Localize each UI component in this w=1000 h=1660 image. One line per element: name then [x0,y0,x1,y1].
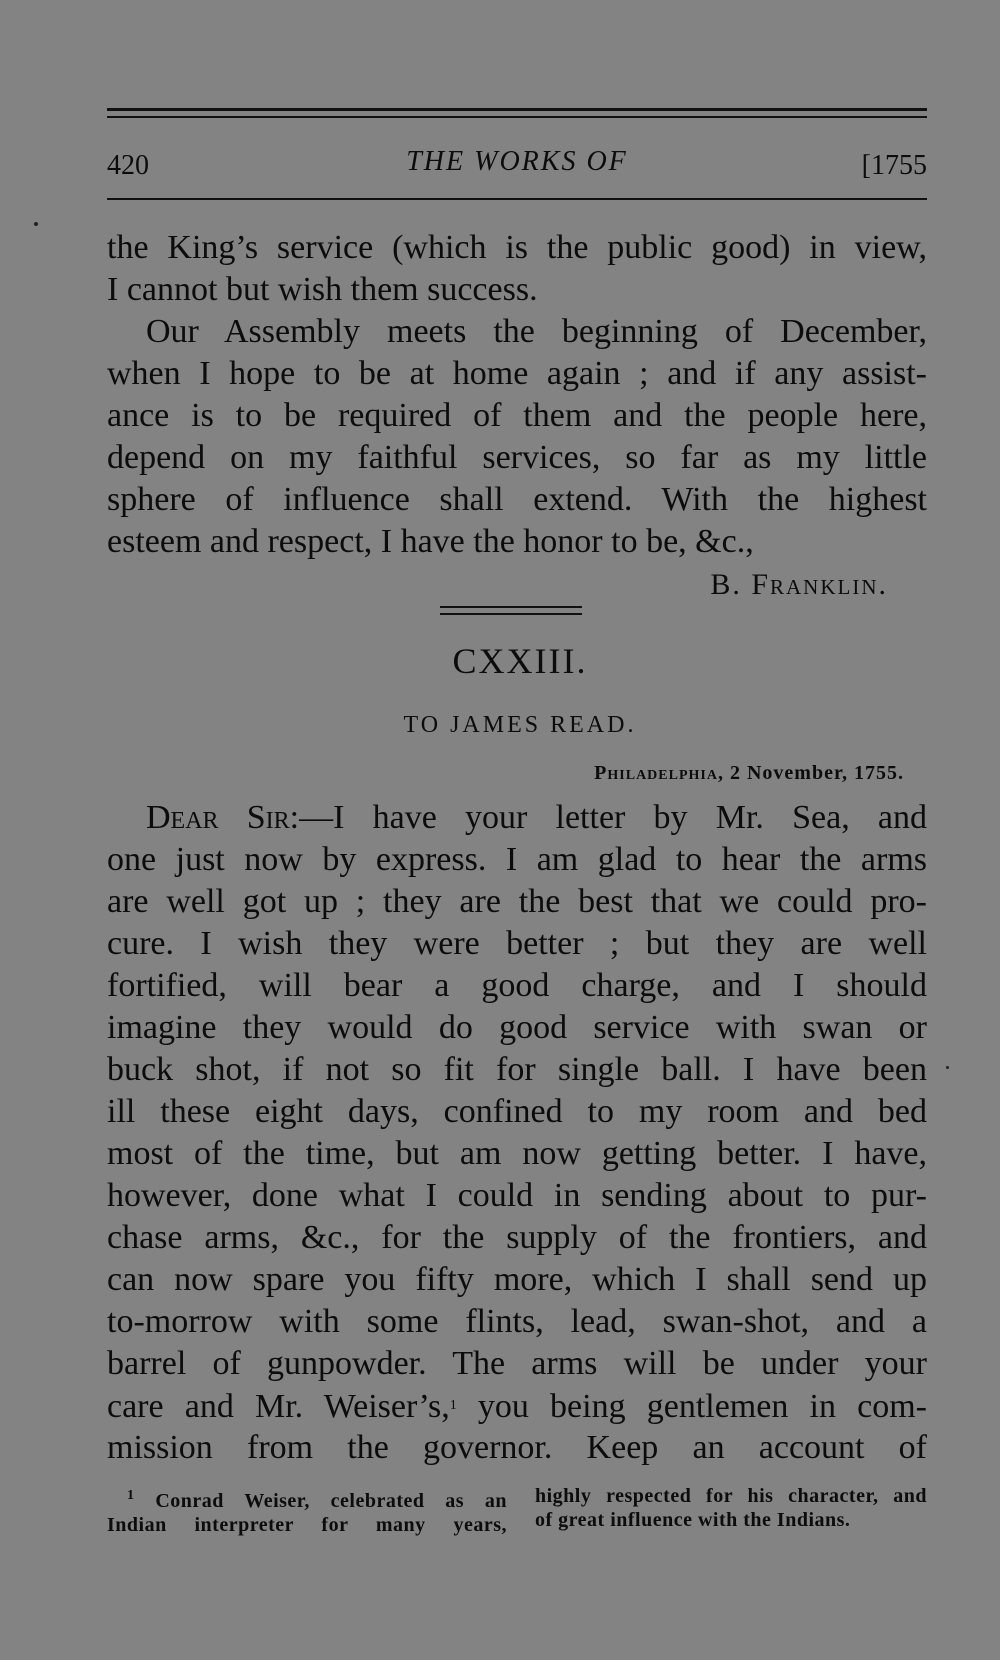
dateline-place: Philadelphia, [594,762,724,784]
text-line: chase arms, &c., for the supply of the frontiers, and [107,1219,927,1256]
dateline [594,762,904,785]
text-line: however, done what I could in sending about to pur- [107,1177,927,1214]
text-line: mission from the governor. Keep an account of [107,1429,927,1466]
page-number: 420 [107,150,149,181]
footnote-marker: 1 [127,1488,135,1503]
dateline-date: 2 November, 1755. [723,762,904,784]
text-line-start: care and Mr. Weiser’s, [107,1388,450,1425]
text-line: to-morrow with some flints, lead, swan-shot, and a [107,1303,927,1340]
text-line: most of the time, but am now getting better. I have, [107,1135,927,1172]
footnote-line: $^1$ Conrad Weiser, celebrated as an [127,1488,508,1512]
running-title: THE WORKS OF [406,146,628,177]
text-line: imagine they would do good service with swan or [107,1009,927,1046]
signature: B. Franklin. [710,568,888,601]
text-line: the King’s service (which is the public good) in view, [107,229,927,266]
text-line: depend on my faithful services, so far as my little [107,439,927,476]
footnote-line: Indian interpreter for many years, [107,1514,507,1536]
text-line: I cannot but wish them success. [107,271,538,308]
salutation: Dear Sir [146,799,290,836]
header-rule [107,198,927,200]
divider-rule-upper [440,606,582,608]
margin-speck [34,222,38,226]
footnote-line: of great influence with the Indians. [535,1509,851,1531]
text-line: ill these eight days, confined to my room and bed [107,1093,927,1130]
footnote-line: highly respected for his character, and [535,1485,927,1507]
text-line: barrel of gunpowder. The arms will be under your [107,1345,927,1382]
header-year: [1755 [861,150,927,181]
letter-addressee: TO JAMES READ. [403,712,637,738]
text-line: one just now by express. I am glad to hear the arms [107,841,927,878]
text-line: esteem and respect, I have the honor to be, &c., [107,523,754,560]
text-line-end: you being gentlemen in com- [456,1388,927,1425]
text-line [146,798,927,838]
text-line: Our Assembly meets the beginning of December, [146,313,927,350]
footnote-column-left [107,1484,507,1537]
text-line: can now spare you fifty more, which I shall send up [107,1261,927,1298]
text-line: are well got up ; they are the best that we could pro- [107,883,927,920]
running-header [107,146,927,186]
footnote-column-right [535,1484,927,1532]
margin-speck [946,1066,949,1069]
text-line: sphere of influence shall extend. With the highest [107,481,927,518]
text-line: ance is to be required of them and the people here, [107,397,927,434]
text-line: when I hope to be at home again ; and if any assist- [107,355,927,392]
divider-rule-lower [440,613,582,615]
text-line-rest: :—I have your letter by Mr. Sea, and [289,799,927,836]
top-rule-thick [107,108,927,111]
footnote-reference: 1 [449,1398,457,1413]
text-line: buck shot, if not so fit for single ball. I have been [107,1051,927,1088]
text-line: fortified, will bear a good charge, and I should [107,967,927,1004]
text-line [107,1386,927,1426]
top-rule-thin [107,116,927,118]
text-line: cure. I wish they were better ; but they are well [107,925,927,962]
letter-number: CXXIII. [452,641,588,681]
